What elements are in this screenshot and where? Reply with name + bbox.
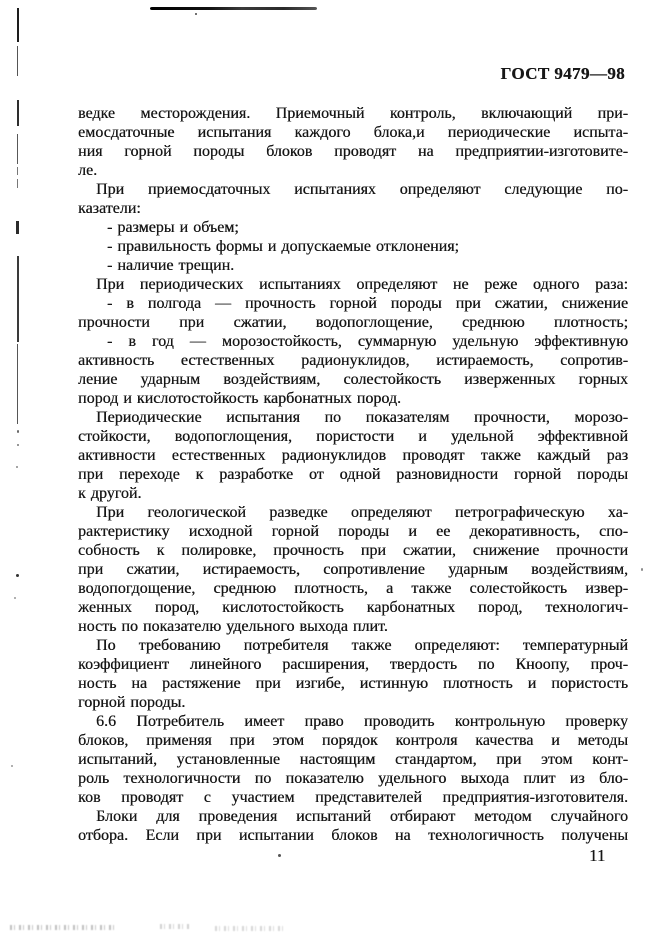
scan-artifact-left-line xyxy=(17,100,19,126)
scan-artifact-bottom-noise xyxy=(160,924,190,929)
text-line: ность на растяжение при изгибе, истинную плотность и пористость xyxy=(78,675,628,692)
text-line: Периодические испытания по показателям прочности, морозо- xyxy=(96,409,628,426)
scan-artifact-dot xyxy=(278,854,281,857)
text-line: стойкости, водопоглощения, пористости и удельной эффективной xyxy=(78,428,628,445)
text-line: - в год — морозостойкость, суммарную удельную эффективную xyxy=(107,333,628,350)
scan-artifact-dot xyxy=(195,13,197,15)
scan-artifact-left-line xyxy=(17,344,18,424)
document-header: ГОСТ 9479—98 xyxy=(500,64,625,83)
text-line: ния горной породы блоков проводят на предприятии-изготовите- xyxy=(78,143,628,160)
text-line: 6.6 Потребитель имеет право проводить контрольную проверку xyxy=(96,713,628,730)
text-line: прочности при сжатии, водопоглощение, среднюю плотность; xyxy=(78,314,628,331)
text-line: коэффициент линейного расширения, твердость по Кноопу, проч- xyxy=(78,656,628,673)
scan-artifact-left-line xyxy=(17,256,19,342)
text-line: При геологической разведке определяют петрографическую ха- xyxy=(96,504,628,521)
scan-artifact-dot xyxy=(11,765,13,767)
scan-artifact-left-tick xyxy=(16,221,19,234)
text-line: к другой. xyxy=(78,485,142,502)
text-line: - правильность формы и допускаемые отклонения; xyxy=(107,238,459,255)
text-line: Блоки для проведения испытаний отбирают методом случайного xyxy=(96,808,628,825)
text-line: отбора. Если при испытании блоков на технологичность получены xyxy=(78,827,628,844)
text-line: при переходе к разработке от одной разновидности горной породы xyxy=(78,466,628,483)
text-line: испытаний, установленные настоящим стандартом, при этом конт- xyxy=(78,751,628,768)
scan-artifact-dot xyxy=(16,466,18,468)
scan-artifact-left-line xyxy=(17,179,18,188)
text-line: емосдаточные испытания каждого блока,и периодические испыта- xyxy=(78,124,628,141)
page-number: 11 xyxy=(589,846,606,865)
text-line: ность по показателю удельного выхода плит. xyxy=(78,618,388,635)
body-text xyxy=(78,104,628,845)
text-line: женных пород, кислотостойкость карбонатных пород, технологич- xyxy=(78,599,628,616)
text-line: активность естественных радионуклидов, истираемость, сопротив- xyxy=(78,352,628,369)
scan-artifact-bottom-noise xyxy=(10,925,115,930)
text-line: При периодических испытаниях определяют не реже одного раза: xyxy=(96,276,628,293)
text-line: По требованию потребителя также определяют: температурный xyxy=(96,637,628,654)
text-line: ведке месторождения. Приемочный контроль, включающий при- xyxy=(78,105,628,122)
text-line: пород и кислотостойкость карбонатных пород. xyxy=(78,390,401,407)
scan-artifact-dot xyxy=(17,430,19,433)
text-line: горной породы. xyxy=(78,694,186,711)
text-line: ле. xyxy=(78,162,98,179)
text-line: При приемосдаточных испытаниях определяют следующие по- xyxy=(96,181,628,198)
text-line: ление ударным воздействиям, солестойкость изверженных горных xyxy=(78,371,628,388)
text-line: - наличие трещин. xyxy=(107,257,235,274)
scan-artifact-dot xyxy=(17,444,19,446)
text-line: - в полгода — прочность горной породы при сжатии, снижение xyxy=(107,295,628,312)
scan-artifact-dot xyxy=(641,568,643,571)
text-line: водопогдощение, среднюю плотность, а также солестойкость извер- xyxy=(78,580,628,597)
text-line: ков проводят с участием представителей предприятия-изготовителя. xyxy=(78,789,628,806)
scan-artifact-left-line xyxy=(17,167,18,175)
scan-artifact-dot xyxy=(16,574,19,577)
scan-artifact-left-line xyxy=(17,134,18,164)
scan-artifact-bottom-noise xyxy=(215,926,285,931)
text-line: - размеры и объем; xyxy=(107,219,239,236)
text-line: казатели: xyxy=(78,200,141,217)
text-line: активности естественных радионуклидов проводят также каждый раз xyxy=(78,447,628,464)
text-line: роль технологичности по показателю удельного выхода плит из бло- xyxy=(78,770,628,787)
scan-artifact-left-line xyxy=(17,46,18,76)
text-line: собность к полировке, прочность при сжатии, снижение прочности xyxy=(78,542,628,559)
text-line: при сжатии, истираемость, сопротивление ударным воздействиям, xyxy=(78,561,628,578)
text-line: рактеристику исходной горной породы и ее декоративность, спо- xyxy=(78,523,628,540)
scan-artifact-dot xyxy=(14,597,16,599)
text-line: блоков, применяя при этом порядок контроля качества и методы xyxy=(78,732,628,749)
scan-artifact-top-rule xyxy=(150,7,317,10)
scan-artifact-left-line xyxy=(17,8,19,42)
